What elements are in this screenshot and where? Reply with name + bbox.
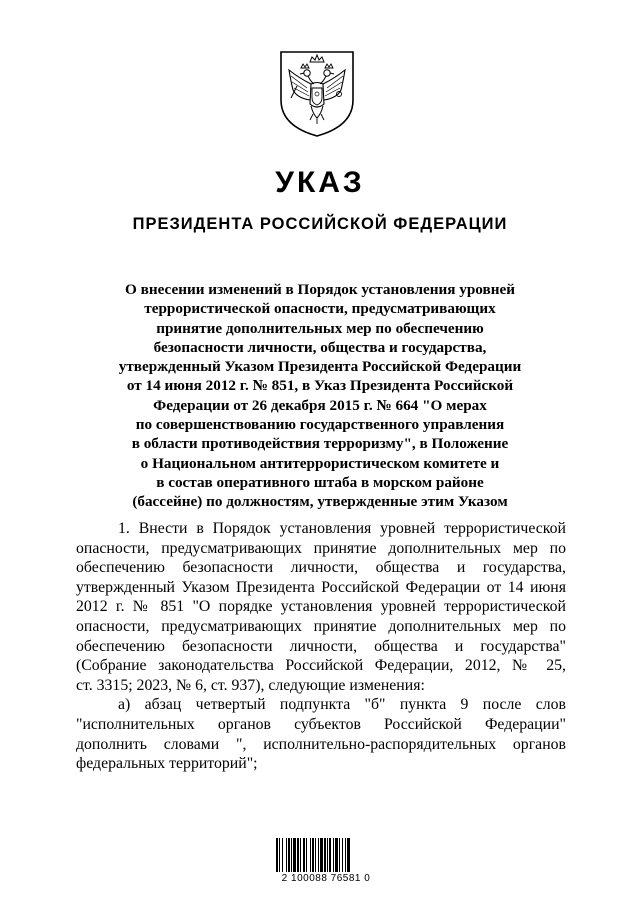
barcode-icon bbox=[276, 838, 376, 872]
body-line: (Собрание законодательства Российской Федерации, 2012, № 25, bbox=[76, 657, 566, 675]
heading-line: по совершенствованию государственного управления bbox=[135, 416, 505, 434]
document-barcode bbox=[270, 838, 382, 884]
body-line: опасности, предусматривающих принятие дополнительных мер по bbox=[76, 539, 566, 557]
document-title: УКАЗ bbox=[275, 166, 365, 199]
body-line: ст. 3315; 2023, № 6, ст. 937), следующие изменения: bbox=[76, 676, 425, 694]
paragraph-1 bbox=[76, 519, 566, 695]
heading-line: Федерации от 26 декабря 2015 г. № 664 "О мерах bbox=[153, 396, 487, 414]
heading-line: принятие дополнительных мер по обеспечению bbox=[156, 319, 484, 337]
body-line: а) абзац четвертый подпункта "б" пункта 9 после слов bbox=[118, 696, 566, 714]
heading-line: О внесении изменений в Порядок установления уровней bbox=[125, 281, 515, 298]
heading-line: от 14 июня 2012 г. № 851, в Указ Президента Российской bbox=[126, 377, 514, 395]
body-line: 1. Внести в Порядок установления уровней террористической bbox=[118, 520, 566, 537]
decree-body bbox=[76, 519, 566, 774]
body-line: обеспечению безопасности личности, общества и государства" bbox=[76, 637, 566, 655]
body-line: дополнить словами ", исполнительно-распорядительных органов bbox=[76, 735, 566, 753]
heading-line: в области противодействия терроризму", в Положение bbox=[131, 435, 509, 453]
heading-line: о Национальном антитеррористическом комитете и bbox=[140, 454, 500, 472]
body-line: обеспечению безопасности личности, общества и государства, bbox=[76, 559, 566, 577]
heading-line: безопасности личности, общества и государства, bbox=[153, 338, 487, 356]
paragraph-2 bbox=[76, 695, 566, 773]
heading-line: террористической опасности, предусматривающих bbox=[144, 300, 496, 318]
body-line: "исполнительных органов субъектов Российской Федерации" bbox=[76, 715, 566, 733]
heading-line: в состав оперативного штаба в морском районе bbox=[156, 473, 484, 491]
body-line: утвержденный Указом Президента Российской Федерации от 14 июня bbox=[76, 578, 566, 596]
coat-of-arms bbox=[277, 48, 357, 140]
decree-heading bbox=[95, 280, 545, 512]
body-line: опасности, предусматривающих принятие дополнительных мер по bbox=[76, 617, 566, 635]
barcode-number: 2 100088 76581 0 bbox=[281, 873, 371, 884]
heading-line: (бассейне) по должностям, утвержденные этим Указом bbox=[132, 493, 508, 511]
russian-coat-of-arms-icon bbox=[277, 48, 357, 140]
body-line: 2012 г. № 851 "О порядке установления уровней террористической bbox=[76, 598, 566, 616]
body-line: федеральных территорий"; bbox=[76, 755, 258, 773]
document-subtitle: ПРЕЗИДЕНТА РОССИЙСКОЙ ФЕДЕРАЦИИ bbox=[132, 215, 508, 233]
heading-line: утвержденный Указом Президента Российской Федерации bbox=[118, 358, 522, 376]
